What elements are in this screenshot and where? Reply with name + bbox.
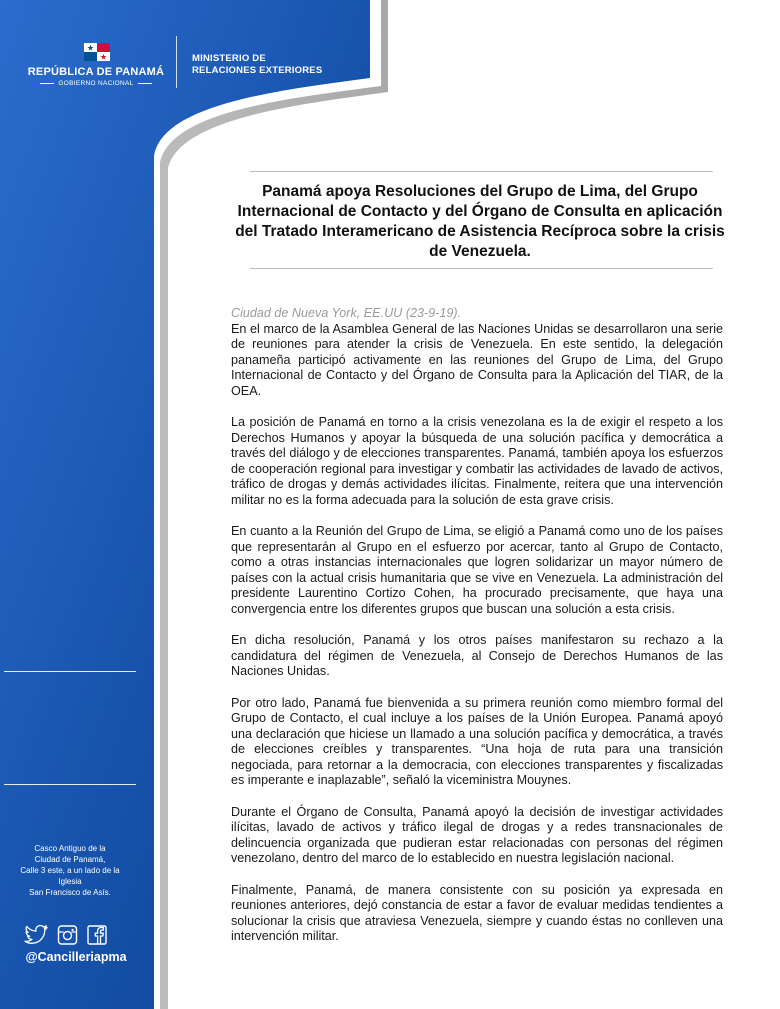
article-headline: Panamá apoya Resoluciones del Grupo de Lima, del Grupo Internacional de Contacto y del Órgano de Consulta en aplicación del Tratado Interamericano de Asistencia Recíproca sobre la crisis de Venezuela. bbox=[235, 183, 725, 260]
instagram-icon[interactable] bbox=[56, 925, 80, 945]
twitter-icon[interactable] bbox=[24, 925, 48, 945]
address-line: Calle 3 este, a un lado de la bbox=[20, 866, 120, 875]
paragraph-4: En dicha resolución, Panamá y los otros países manifestaron su rechazo a la candidatura del régimen de Venezuela, al Consejo de Derechos Humanos de las Naciones Unidas. bbox=[231, 633, 723, 678]
ministry-line-2: RELACIONES EXTERIORES bbox=[192, 65, 323, 76]
headline-bottom-rule bbox=[250, 268, 713, 269]
address-line: Iglesia bbox=[58, 877, 82, 886]
government-label: GOBIERNO NACIONAL bbox=[20, 80, 172, 87]
paragraph-5: Por otro lado, Panamá fue bienvenida a su primera reunión como miembro formal del Grupo de Contacto, el cual incluye a los países de la Unión Europea. Panamá apoyó una declaración que hiciese un llamado a una solución pacífica y democrática, a través de elecciones creíbles y transparentes. “Una hoja de ruta para una transición negociada, para retornar a la democracia, con elecciones transparentes y fiscalizadas es imperante e inaplazable”, señaló la viceministra Mouynes. bbox=[231, 695, 723, 787]
address-line: Ciudad de Panamá, bbox=[34, 855, 106, 864]
address-line: Casco Antiguo de la bbox=[34, 844, 106, 853]
ministry-line-1: MINISTERIO DE bbox=[192, 53, 266, 64]
paragraph-7: Finalmente, Panamá, de manera consistente con su posición ya expresada en reuniones anteriores, dejó constancia de estar a favor de evaluar medidas tendientes a solucionar la crisis que atraviesa Venezuela, siempre y cuando éstas no conlleven una intervención militar. bbox=[231, 882, 723, 943]
facebook-icon[interactable] bbox=[86, 925, 110, 945]
paragraph-3: En cuanto a la Reunión del Grupo de Lima, se eligió a Panamá como uno de los países que representarán al Grupo en el esfuerzo por acercar, tanto al Grupo de Contacto, como a otras instancias internacionales que logren solidarizar un mayor número de países con la actual crisis humanitaria que se vive en Venezuela. La administración del presidente Laurentino Cortizo Cohen, ha procurado precisamente, que haya una convergencia entre los diferentes grupos que buscan una solución a esta crisis. bbox=[231, 524, 723, 616]
article-body bbox=[231, 306, 723, 961]
ministry-name bbox=[192, 53, 322, 77]
address-block bbox=[14, 843, 126, 898]
sidebar-rule-bottom bbox=[4, 784, 136, 785]
headline-top-rule bbox=[250, 171, 713, 172]
panama-flag-icon bbox=[84, 43, 110, 61]
dateline: Ciudad de Nueva York, EE.UU (23-9-19). bbox=[231, 306, 462, 320]
paragraph-2: La posición de Panamá en torno a la crisis venezolana es la de exigir el respeto a los Derechos Humanos y apoyar la búsqueda de una solución pacífica y democrática a través del diálogo y de elecciones transparentes. Panamá, también apoya los esfuerzos de cooperación regional para investigar y combatir las actividades de lavado de activos, tráfico de drogas y demás actividades ilícitas. Finalmente, reitera que una intervención militar no es la forma adecuada para la solución de esta grave crisis. bbox=[231, 415, 723, 507]
country-name: REPÚBLICA DE PANAMÁ bbox=[27, 66, 165, 78]
social-handle[interactable]: @Cancilleriapma bbox=[25, 950, 127, 964]
paragraph-6: Durante el Órgano de Consulta, Panamá apoyó la decisión de investigar actividades ilícitas, lavado de activos y tráfico ilegal de drogas y a redes transnacionales de delincuencia organizada que pudieran estar relacionadas con personas del régimen venezolano, dentro del marco de lo establecido en nuestra legislación nacional. bbox=[231, 804, 723, 865]
sidebar-rule-top bbox=[4, 671, 136, 672]
address-line: San Francisco de Asís. bbox=[29, 888, 111, 897]
header-divider bbox=[176, 36, 177, 88]
paragraph-1: En el marco de la Asamblea General de las Naciones Unidas se desarrollaron una serie de reuniones para atender la crisis de Venezuela. En este sentido, la delegación panameña participó activamente en las reuniones del Grupo de Lima, del Grupo Internacional de Contacto y del Órgano de Consulta para la Aplicación del TIAR, de la OEA. bbox=[231, 321, 723, 398]
